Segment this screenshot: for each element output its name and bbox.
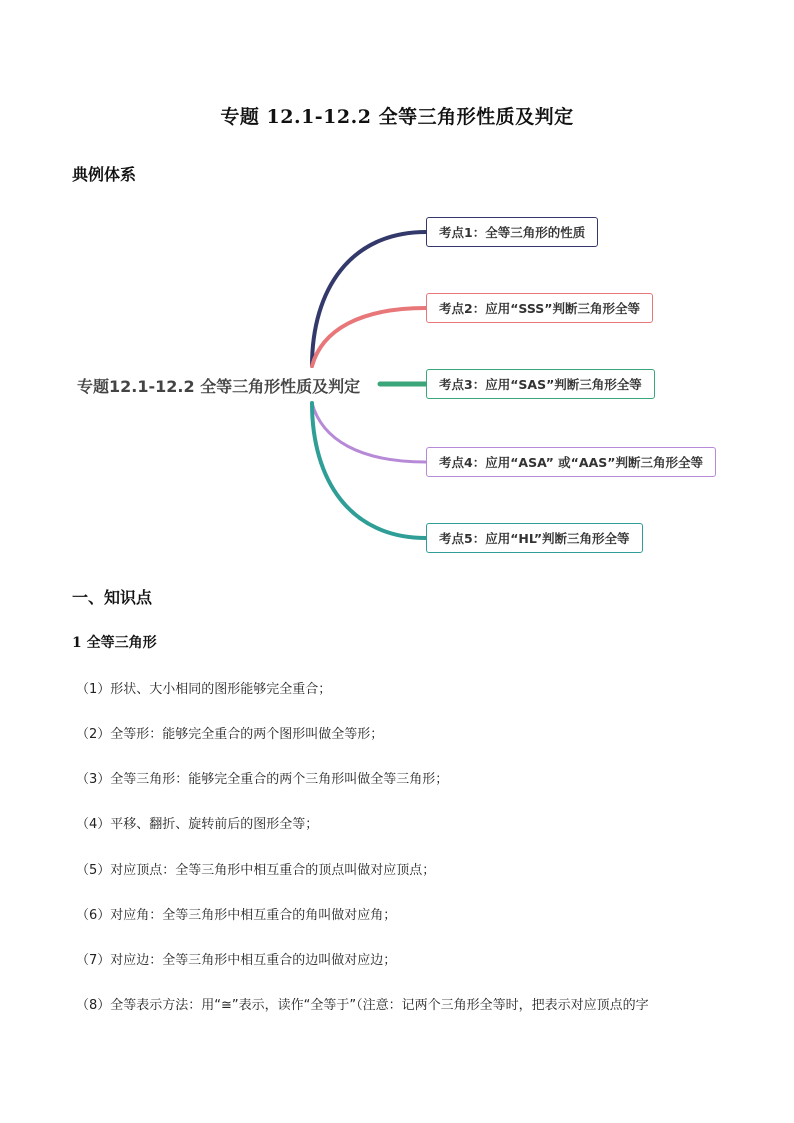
mind-map-root: 专题12.1-12.2 全等三角形性质及判定	[77, 377, 361, 396]
connector-1	[312, 232, 426, 366]
knowledge-item: （6）对应角：全等三角形中相互重合的角叫做对应角；	[76, 908, 397, 923]
knowledge-item: （3）全等三角形：能够完全重合的两个三角形叫做全等三角形；	[76, 772, 449, 787]
topic-node-2: 考点2：应用“SSS”判断三角形全等	[426, 293, 653, 323]
knowledge-item: （5）对应顶点：全等三角形中相互重合的顶点叫做对应顶点；	[76, 863, 436, 878]
knowledge-item: （4）平移、翻折、旋转前后的图形全等；	[76, 817, 319, 832]
topic-node-1: 考点1：全等三角形的性质	[426, 217, 598, 247]
knowledge-item: （7）对应边：全等三角形中相互重合的边叫做对应边；	[76, 953, 397, 968]
topic-node-3: 考点3：应用“SAS”判断三角形全等	[426, 369, 655, 399]
topic-node-5: 考点5：应用“HL”判断三角形全等	[426, 523, 643, 553]
section-heading-knowledge: 一、知识点	[72, 588, 153, 607]
knowledge-item: （8）全等表示方法：用“≅”表示，读作“全等于”（注意：记两个三角形全等时，把表示对应顶点的字	[76, 998, 649, 1013]
connector-5	[312, 403, 426, 538]
page-title: 专题 12.1-12.2 全等三角形性质及判定	[220, 106, 574, 128]
knowledge-item: （1）形状、大小相同的图形能够完全重合；	[76, 682, 332, 697]
subsection-heading: 1 全等三角形	[72, 635, 157, 651]
connector-4	[312, 403, 426, 462]
knowledge-item: （2）全等形：能够完全重合的两个图形叫做全等形；	[76, 727, 384, 742]
topic-node-4: 考点4：应用“ASA” 或“AAS”判断三角形全等	[426, 447, 716, 477]
connector-2	[312, 308, 426, 366]
section-heading-examples: 典例体系	[72, 165, 137, 184]
